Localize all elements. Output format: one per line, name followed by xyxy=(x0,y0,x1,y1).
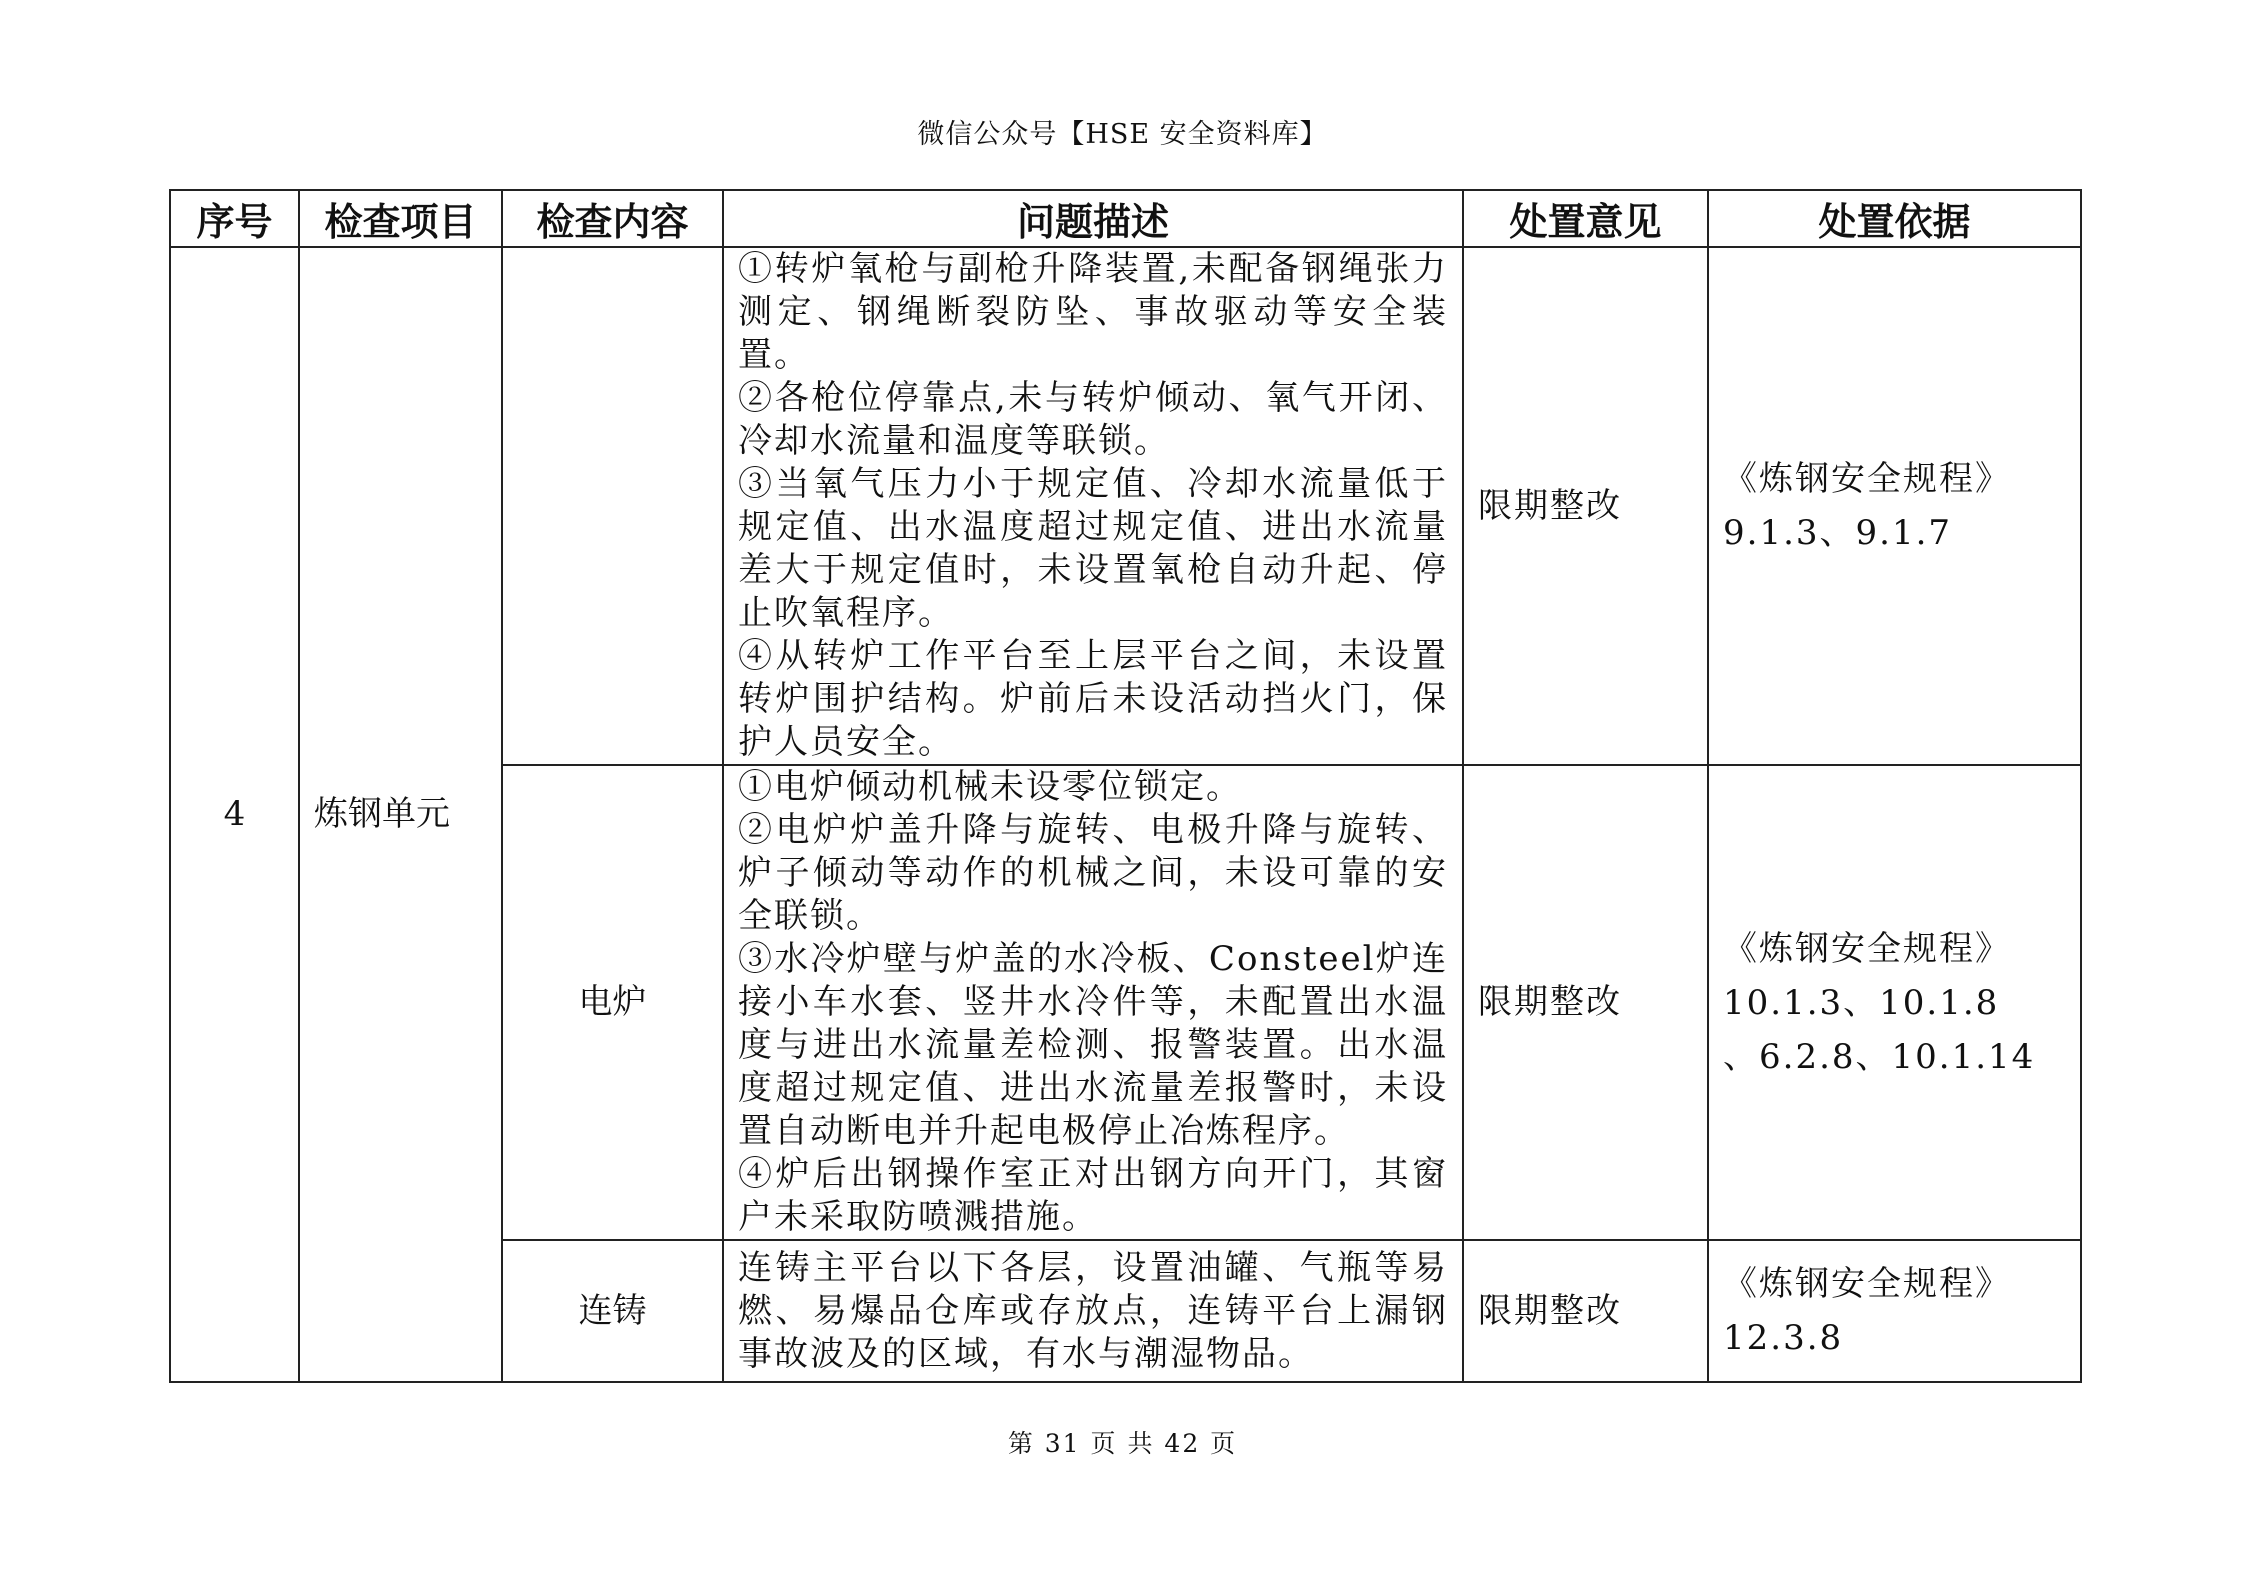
column-header-content: 检查内容 xyxy=(502,190,723,247)
basis-line: 《炼钢安全规程》 xyxy=(1723,1264,2011,1304)
basis-line: 《炼钢安全规程》 xyxy=(1723,459,2011,499)
page-header: 微信公众号【HSE 安全资料库】 xyxy=(917,119,1328,150)
column-header-description: 问题描述 xyxy=(723,190,1463,247)
opinion-cell: 限期整改 xyxy=(1463,1240,1708,1382)
description-cell xyxy=(723,765,1463,1240)
inspection-table xyxy=(169,189,2082,1383)
description-line: 连铸主平台以下各层，设置油罐、气瓶等易燃、易爆品仓库或存放点，连铸平台上漏钢事故波及的区域，有水与潮湿物品。 xyxy=(738,1247,1448,1374)
description-cell xyxy=(723,247,1463,765)
description-line: ③水冷炉壁与炉盖的水冷板、Consteel炉连接小车水套、竖井水冷件等，未配置出水温度与进出水流量差检测、报警装置。出水温度超过规定值、进出水流量差报警时，未设置自动断电并升起电极停止冶炼程序。 xyxy=(738,939,1448,1151)
content-cell: 连铸 xyxy=(502,1240,723,1382)
basis-line: 10.1.3、10.1.8 xyxy=(1723,982,2000,1023)
description-line: ①转炉氧枪与副枪升降装置,未配备钢绳张力测定、钢绳断裂防坠、事故驱动等安全装置。 xyxy=(738,249,1448,375)
basis-cell xyxy=(1708,1240,2081,1382)
column-header-basis: 处置依据 xyxy=(1708,190,2081,247)
basis-line: 9.1.3、9.1.7 xyxy=(1723,513,1953,553)
basis-cell xyxy=(1708,765,2081,1240)
description-line: ①电炉倾动机械未设零位锁定。 xyxy=(738,767,1242,807)
basis-line: 12.3.8 xyxy=(1723,1318,1844,1358)
basis-line: 、6.2.8、10.1.14 xyxy=(1723,1036,2036,1077)
seq-cell: 4 xyxy=(170,247,299,1382)
opinion-cell: 限期整改 xyxy=(1463,247,1708,765)
description-line: ④炉后出钢操作室正对出钢方向开门，其窗户未采取防喷溅措施。 xyxy=(738,1154,1448,1237)
description-line: ②各枪位停靠点,未与转炉倾动、氧气开闭、冷却水流量和温度等联锁。 xyxy=(738,378,1448,461)
item-cell: 炼钢单元 xyxy=(299,247,502,1382)
description-line: ③当氧气压力小于规定值、冷却水流量低于规定值、出水温度超过规定值、进出水流量差大于规定值时，未设置氧枪自动升起、停止吹氧程序。 xyxy=(738,464,1448,633)
column-header-opinion: 处置意见 xyxy=(1463,190,1708,247)
basis-line: 《炼钢安全规程》 xyxy=(1723,928,2011,969)
opinion-cell: 限期整改 xyxy=(1463,765,1708,1240)
description-cell xyxy=(723,1240,1463,1382)
content-cell: 电炉 xyxy=(502,765,723,1240)
page-footer: 第 31 页 共 42 页 xyxy=(1007,1429,1238,1458)
basis-cell xyxy=(1708,247,2081,765)
content-cell xyxy=(502,247,723,765)
table-header-row xyxy=(170,190,2081,247)
table-row xyxy=(170,247,2081,765)
column-header-seq: 序号 xyxy=(170,190,299,247)
description-line: ②电炉炉盖升降与旋转、电极升降与旋转、炉子倾动等动作的机械之间，未设可靠的安全联锁。 xyxy=(738,810,1448,936)
description-line: ④从转炉工作平台至上层平台之间，未设置转炉围护结构。炉前后未设活动挡火门，保护人员安全。 xyxy=(738,636,1448,762)
column-header-item: 检查项目 xyxy=(299,190,502,247)
